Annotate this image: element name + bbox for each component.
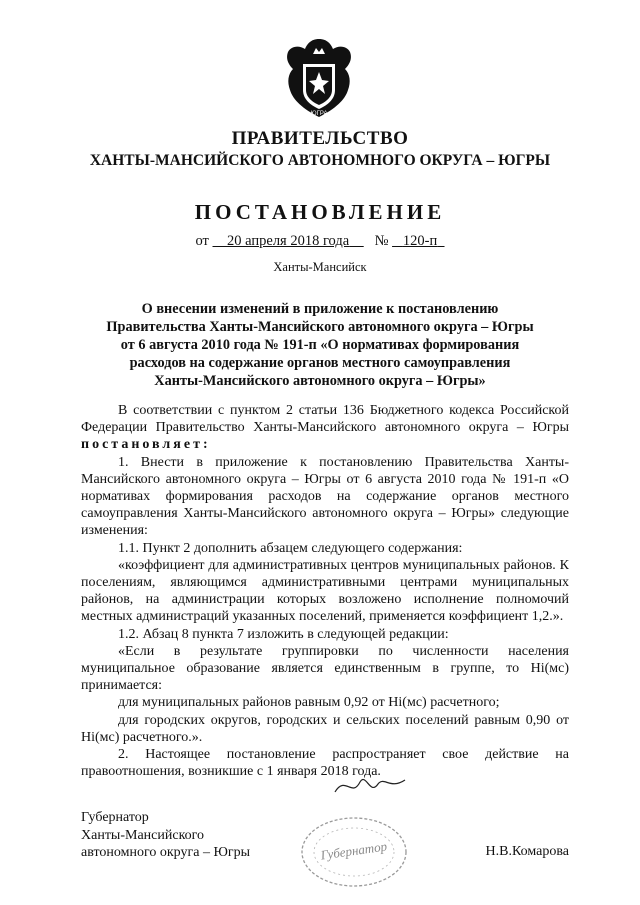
intro-paragraph: В соответствии с пунктом 2 статьи 136 Бюджетного кодекса Российской Федерации Правительство Ханты-Мансийского автономного округа – Югры постановляет: xyxy=(81,403,569,453)
paragraph-1-2-quote: «Если в результате группировки по численности населения муниципальное образование является единственным в группе, то Hi(мс) принимается: xyxy=(81,643,569,694)
svg-text:Губернатор: Губернатор xyxy=(319,838,388,863)
date-prefix: от xyxy=(195,233,209,249)
coat-of-arms-icon xyxy=(281,36,357,120)
paragraph-1-1: 1.1. Пункт 2 дополнить абзацем следующего содержания: xyxy=(118,540,463,556)
paragraph-1: 1. Внести в приложение к постановлению Правительства Ханты-Мансийского автономного округа – Югры от 6 августа 2010 года № 191-п «О нормативах формирования расходов на содержание органов местного самоуправления Ханты-Мансийского автономного округа – Югры» следующие изменения: xyxy=(81,454,569,539)
paragraph-1-2-b: для городских округов, городских и сельских поселений равным 0,90 от Hi(мс) расчетного.». xyxy=(81,712,569,745)
paragraph-1-2: 1.2. Абзац 8 пункта 7 изложить в следующей редакции: xyxy=(118,626,449,642)
signatory-name: Н.В.Комарова xyxy=(485,844,569,859)
document-type: ПОСТАНОВЛЕНИЕ xyxy=(194,200,446,224)
title-line: О внесении изменений в приложение к постановлению xyxy=(141,301,499,317)
date-line xyxy=(0,233,640,250)
position-line: Губернатор xyxy=(81,810,149,825)
government-subtitle: ХАНТЫ-МАНСИЙСКОГО АВТОНОМНОГО ОКРУГА – ЮГРЫ xyxy=(89,152,551,169)
document-title xyxy=(60,300,580,390)
svg-text:ЮГРА: ЮГРА xyxy=(310,111,328,117)
government-title: ПРАВИТЕЛЬСТВО xyxy=(231,128,409,149)
position-line: Ханты-Мансийского xyxy=(81,827,205,843)
title-line: расходов на содержание органов местного самоуправления xyxy=(129,355,511,371)
paragraph-1-1-quote: «коэффициент для административных центров муниципальных районов. К поселениям, являющимся административными центрами муниципальных районов, на администрации которых возложено исполнение полномочий местных администраций указанных поселений, применяется коэффициент 1,2.». xyxy=(81,557,569,625)
title-line: Правительства Ханты-Мансийского автономного округа – Югры xyxy=(106,319,534,335)
document-body xyxy=(81,402,569,780)
position-line: автономного округа – Югры xyxy=(81,845,250,860)
handwritten-signature xyxy=(330,770,410,800)
title-line: Ханты-Мансийского автономного округа – Югры» xyxy=(154,373,486,389)
resolves-word: постановляет: xyxy=(81,437,211,453)
number-prefix: № xyxy=(374,233,389,249)
document-date: 20 апреля 2018 года xyxy=(227,233,350,249)
paragraph-2: 2. Настоящее постановление распространяет свое действие на правоотношения, возникшие с 1 января 2018 года. xyxy=(81,747,569,780)
paragraph-1-2-a: для муниципальных районов равным 0,92 от Hi(мс) расчетного; xyxy=(118,695,500,711)
signatory-position xyxy=(81,809,250,862)
document-number: 120-п xyxy=(402,233,438,249)
city: Ханты-Мансийск xyxy=(273,260,367,274)
title-line: от 6 августа 2010 года № 191-п «О нормативах формирования xyxy=(120,337,520,353)
stamp-icon xyxy=(298,812,410,890)
